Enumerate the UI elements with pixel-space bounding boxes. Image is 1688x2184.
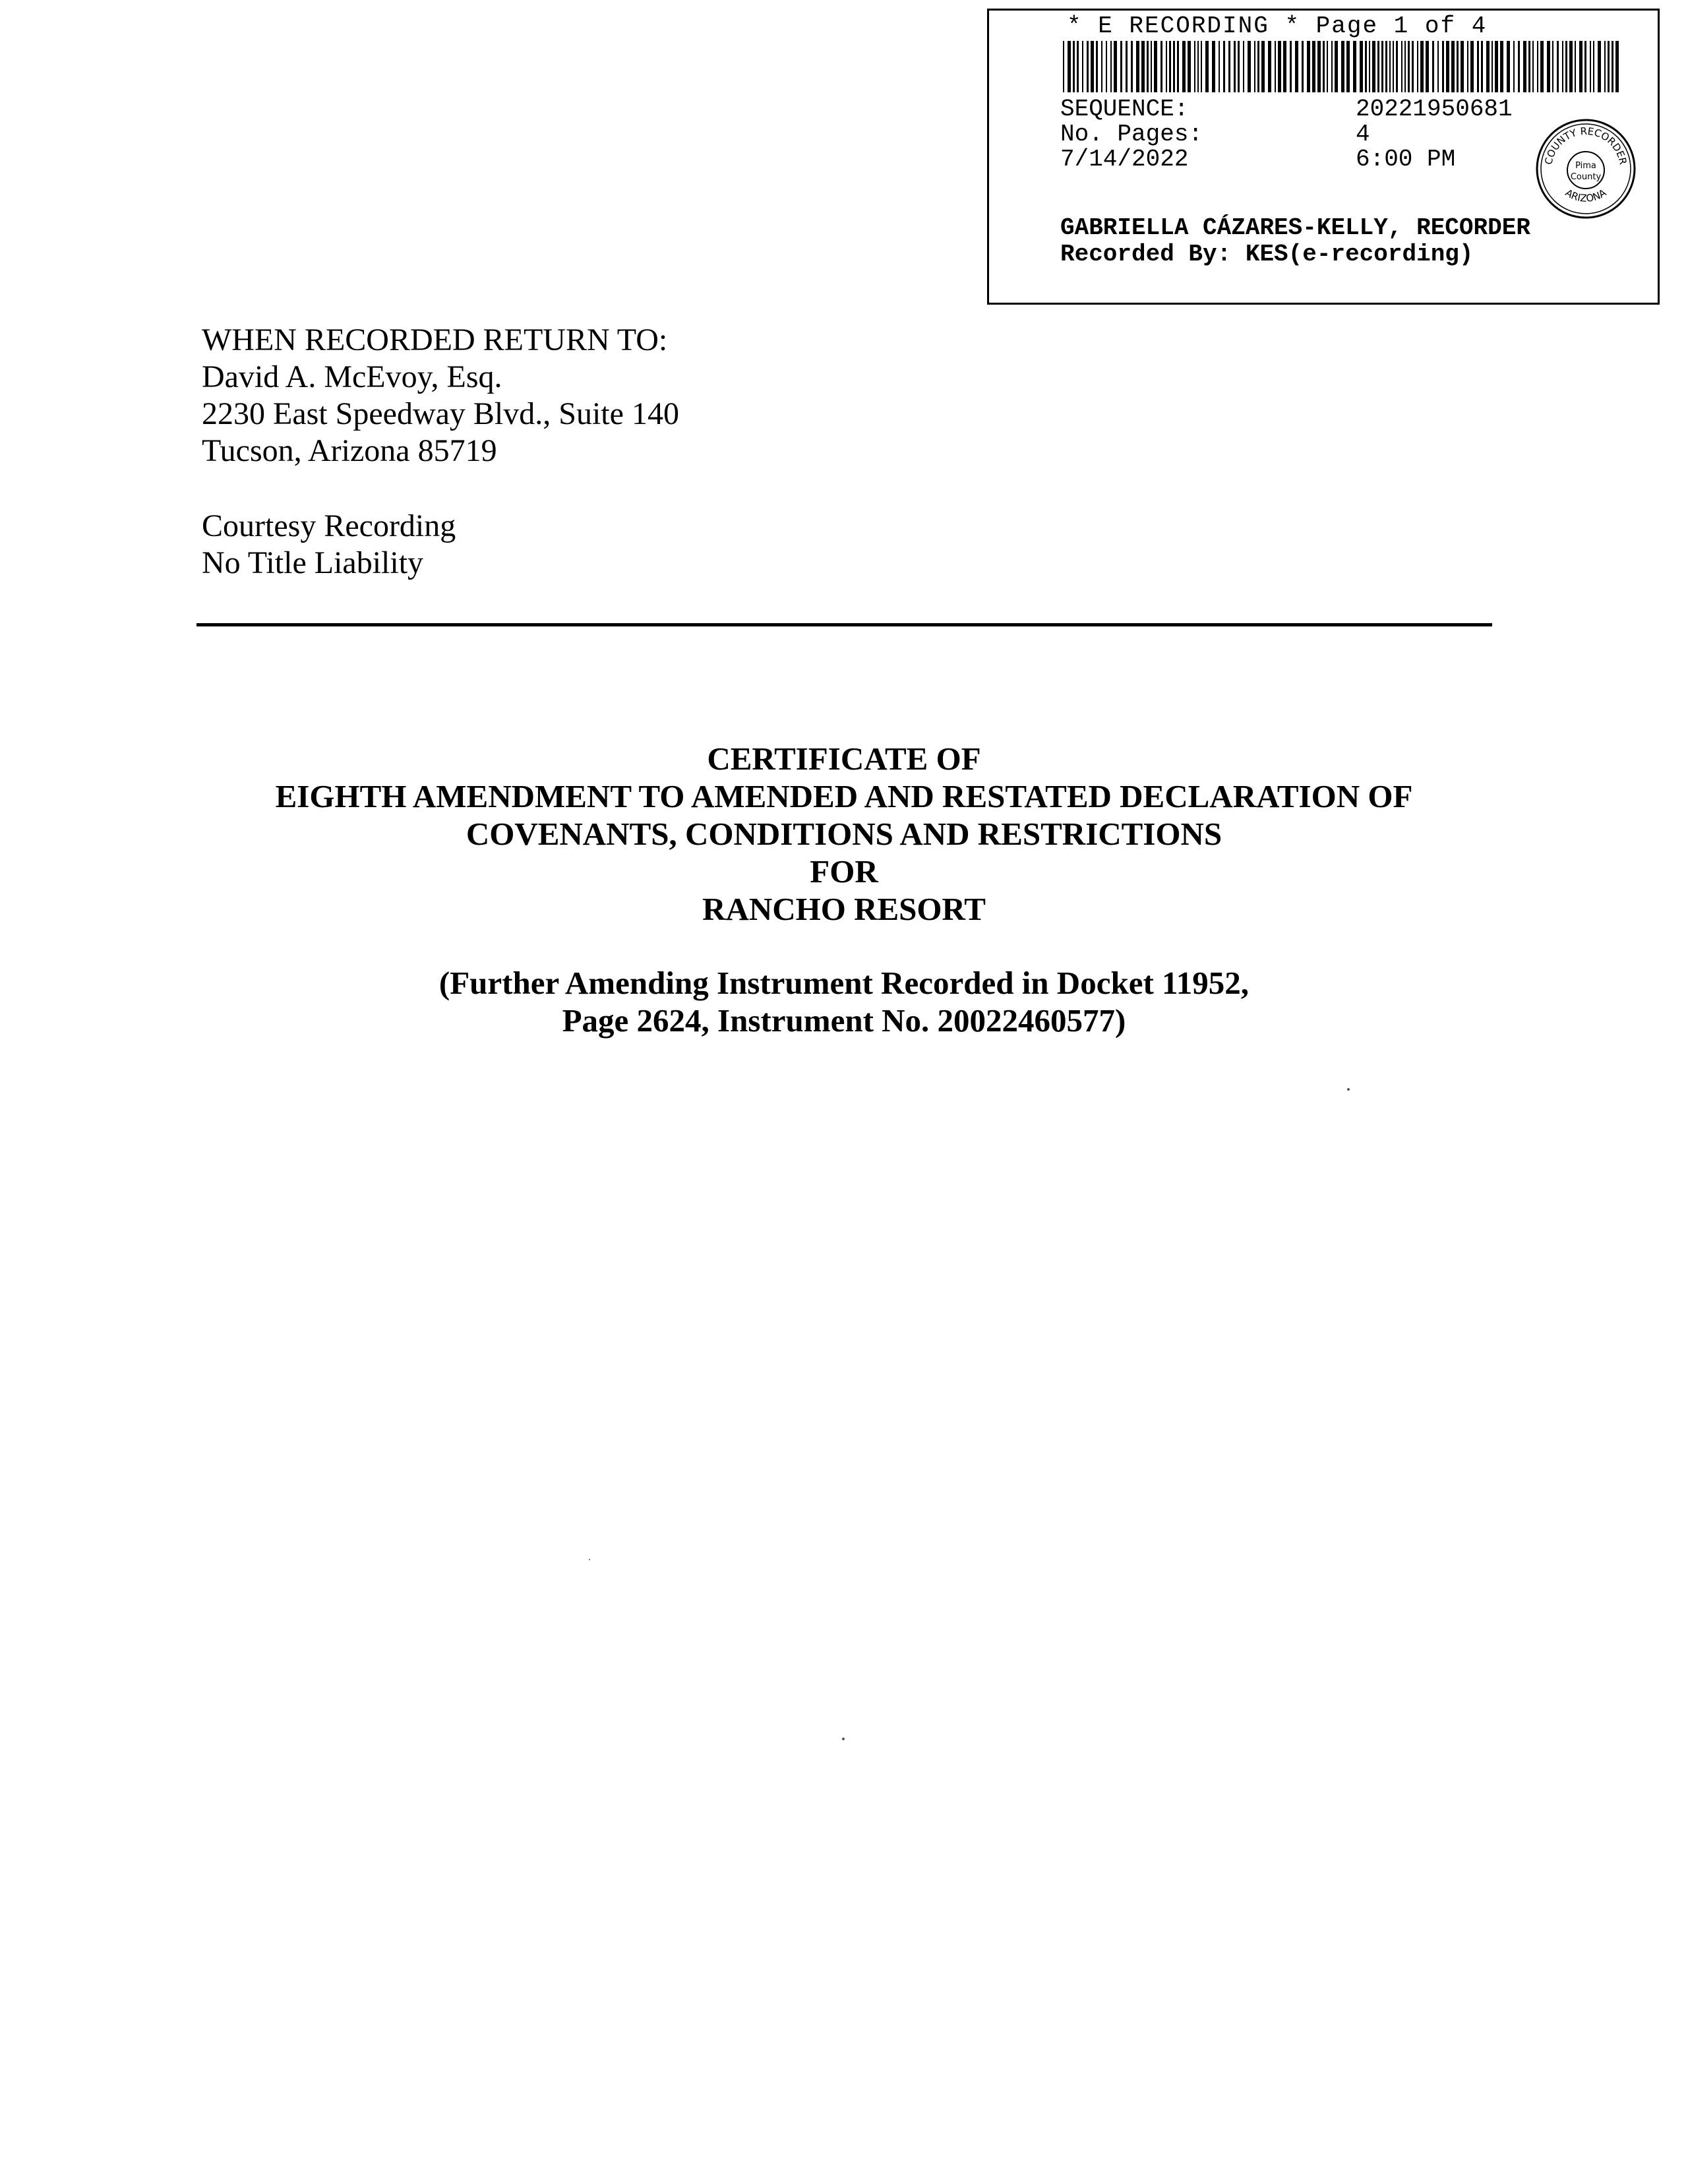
recording-stamp [987,9,1660,305]
barcode-bar [1160,41,1162,92]
barcode-bar [1540,41,1544,92]
barcode-bar [1562,41,1563,92]
barcode-bar [1412,41,1414,92]
barcode-bar [1275,41,1276,92]
barcode-bar [1223,41,1225,92]
barcode-bar [1331,41,1333,92]
barcode-bar [1532,41,1534,92]
barcode-bar [1327,41,1328,92]
barcode-bar [1194,41,1195,92]
seal-bottom-text: ARIZONA [1563,187,1609,205]
stamp-header: * E RECORDING * Page 1 of 4 [1067,13,1488,40]
barcode-bar [1495,41,1498,92]
barcode-bar [1442,41,1444,92]
barcode-bar [1552,41,1553,92]
barcode-bar [1608,41,1610,92]
sequence-label: SEQUENCE: [1060,96,1189,123]
barcode-bar [1437,41,1439,92]
barcode-bar [1068,41,1071,92]
barcode-bar [1372,41,1375,92]
pages-label: No. Pages: [1060,121,1203,148]
subtitle-line-2: Page 2624, Instrument No. 20022460577) [562,1002,1126,1039]
barcode-bar [1283,41,1286,92]
barcode-bar [1182,41,1186,92]
barcode-bar [1593,41,1594,92]
title-line-5: RANCHO RESORT [702,891,986,927]
barcode-bar [1238,41,1240,92]
barcode-bar [1432,41,1434,92]
barcode-bar [1396,41,1398,92]
barcode-bar [1087,41,1089,92]
title-line-3: COVENANTS, CONDITIONS AND RESTRICTIONS [466,816,1222,852]
seal-center-line1: Pima [1575,161,1596,171]
barcode-bar [1201,41,1202,92]
barcode-bar [1063,41,1064,92]
barcode-bar [1528,41,1530,92]
barcode-bar [1131,41,1133,92]
barcode-bar [1470,41,1474,92]
subtitle-line-1: (Further Amending Instrument Recorded in Docket 11952, [438,965,1250,1001]
barcode-bar [1461,41,1464,92]
barcode-bar [1248,41,1251,92]
barcode-bar [1254,41,1255,92]
barcode-bar [1154,41,1157,92]
barcode-bar [1126,41,1128,92]
barcode-bar [1404,41,1406,92]
barcode-bar [1317,41,1321,92]
barcode-bar [1268,41,1271,92]
scan-speck [589,1559,590,1560]
courtesy-block [202,508,456,582]
barcode-bar [1417,41,1418,92]
barcode-bar [1341,41,1344,92]
divider-rule [196,623,1492,626]
barcode-bar [1077,41,1079,92]
barcode-bar [1353,41,1356,92]
barcode-bar [1302,41,1304,92]
barcode-bar [1278,41,1281,92]
courtesy-line-2: No Title Liability [202,545,424,580]
document-subtitle [185,964,1503,1039]
barcode-bar [1467,41,1468,92]
barcode-bar [1243,41,1244,92]
barcode-bar [1457,41,1459,92]
barcode-bar [1451,41,1455,92]
recorded-by: Recorded By: KES(e-recording) [1060,241,1474,268]
barcode-bar [1323,41,1325,92]
barcode-bar [1120,41,1122,92]
barcode-bar [1401,41,1402,92]
barcode-bar [1091,41,1094,92]
barcode-bar [1219,41,1220,92]
barcode-bar [1590,41,1591,92]
sequence-value: 20221950681 [1356,96,1513,123]
barcode-bar [1106,41,1107,92]
barcode-bar [1575,41,1576,92]
barcode-bar [1312,41,1315,92]
barcode-bar [1234,41,1236,92]
barcode-bar [1205,41,1209,92]
courtesy-line-1: Courtesy Recording [202,508,456,543]
barcode-bar [1500,41,1503,92]
barcode-bar [1557,41,1559,92]
barcode-bar [1481,41,1483,92]
barcode-bar [1365,41,1367,92]
barcode-bar [1114,41,1117,92]
barcode-bar [1110,41,1112,92]
barcode-bar [1346,41,1350,92]
barcode-bar [1369,41,1370,92]
return-to-block [202,322,679,470]
barcode-bar [1426,41,1429,92]
barcode-bar [1513,41,1515,92]
barcode-bar [1257,41,1259,92]
barcode-bar [1290,41,1292,92]
barcode-bar [1335,41,1338,92]
barcode-bar [1584,41,1586,92]
barcode-bar [1261,41,1265,92]
barcode-bar [1377,41,1379,92]
barcode-bar [1446,41,1449,92]
barcode-bar [1188,41,1191,92]
return-to-street: 2230 East Speedway Blvd., Suite 140 [202,396,679,431]
barcode-bar [1136,41,1139,92]
barcode-bar [1612,41,1613,92]
barcode-bar [1381,41,1383,92]
barcode-bar [1169,41,1171,92]
barcode-bar [1565,41,1567,92]
barcode-bar [1307,41,1310,92]
barcode-bar [1166,41,1167,92]
barcode-bar [1073,41,1075,92]
barcode-bar [1141,41,1145,92]
recorder-name: GABRIELLA CÁZARES-KELLY, RECORDER [1060,214,1530,241]
barcode-bar [1151,41,1152,92]
barcode-bar [1147,41,1149,92]
barcode-bar [1385,41,1387,92]
barcode-bar [1507,41,1510,92]
recording-date: 7/14/2022 [1060,146,1189,173]
county-recorder-seal [1533,116,1639,222]
barcode [1063,41,1622,92]
barcode-bar [1420,41,1424,92]
document-title [185,740,1503,928]
barcode-bar [1228,41,1230,92]
return-to-heading: WHEN RECORDED RETURN TO: [202,322,668,357]
seal-top-text: COUNTY RECORDER [1542,125,1629,166]
barcode-bar [1177,41,1179,92]
barcode-bar [1389,41,1391,92]
title-line-2: EIGHTH AMENDMENT TO AMENDED AND RESTATED DECLARATION OF [275,778,1413,814]
barcode-bar [1197,41,1199,92]
barcode-bar [1212,41,1215,92]
barcode-bar [1082,41,1083,92]
barcode-bar [1579,41,1582,92]
barcode-bar [1101,41,1102,92]
barcode-bar [1569,41,1573,92]
barcode-bar [1486,41,1490,92]
barcode-bar [1547,41,1550,92]
barcode-bar [1523,41,1526,92]
recording-time: 6:00 PM [1356,146,1456,173]
seal-center-line2: County [1570,172,1602,182]
barcode-bar [1096,41,1098,92]
barcode-bar [1537,41,1538,92]
barcode-bar [1173,41,1175,92]
barcode-bar [1492,41,1493,92]
barcode-bar [1393,41,1394,92]
scan-speck [842,1738,845,1740]
barcode-bar [1598,41,1601,92]
barcode-bar [1408,41,1410,92]
barcode-bar [1518,41,1520,92]
title-line-1: CERTIFICATE OF [707,741,981,777]
barcode-bar [1615,41,1619,92]
barcode-bar [1604,41,1606,92]
barcode-bar [1295,41,1298,92]
return-to-city: Tucson, Arizona 85719 [202,433,497,468]
return-to-name: David A. McEvoy, Esq. [202,359,502,394]
pages-value: 4 [1356,121,1370,148]
title-line-4: FOR [810,853,878,890]
barcode-bar [1360,41,1363,92]
scan-speck [1347,1088,1350,1091]
barcode-bar [1477,41,1479,92]
